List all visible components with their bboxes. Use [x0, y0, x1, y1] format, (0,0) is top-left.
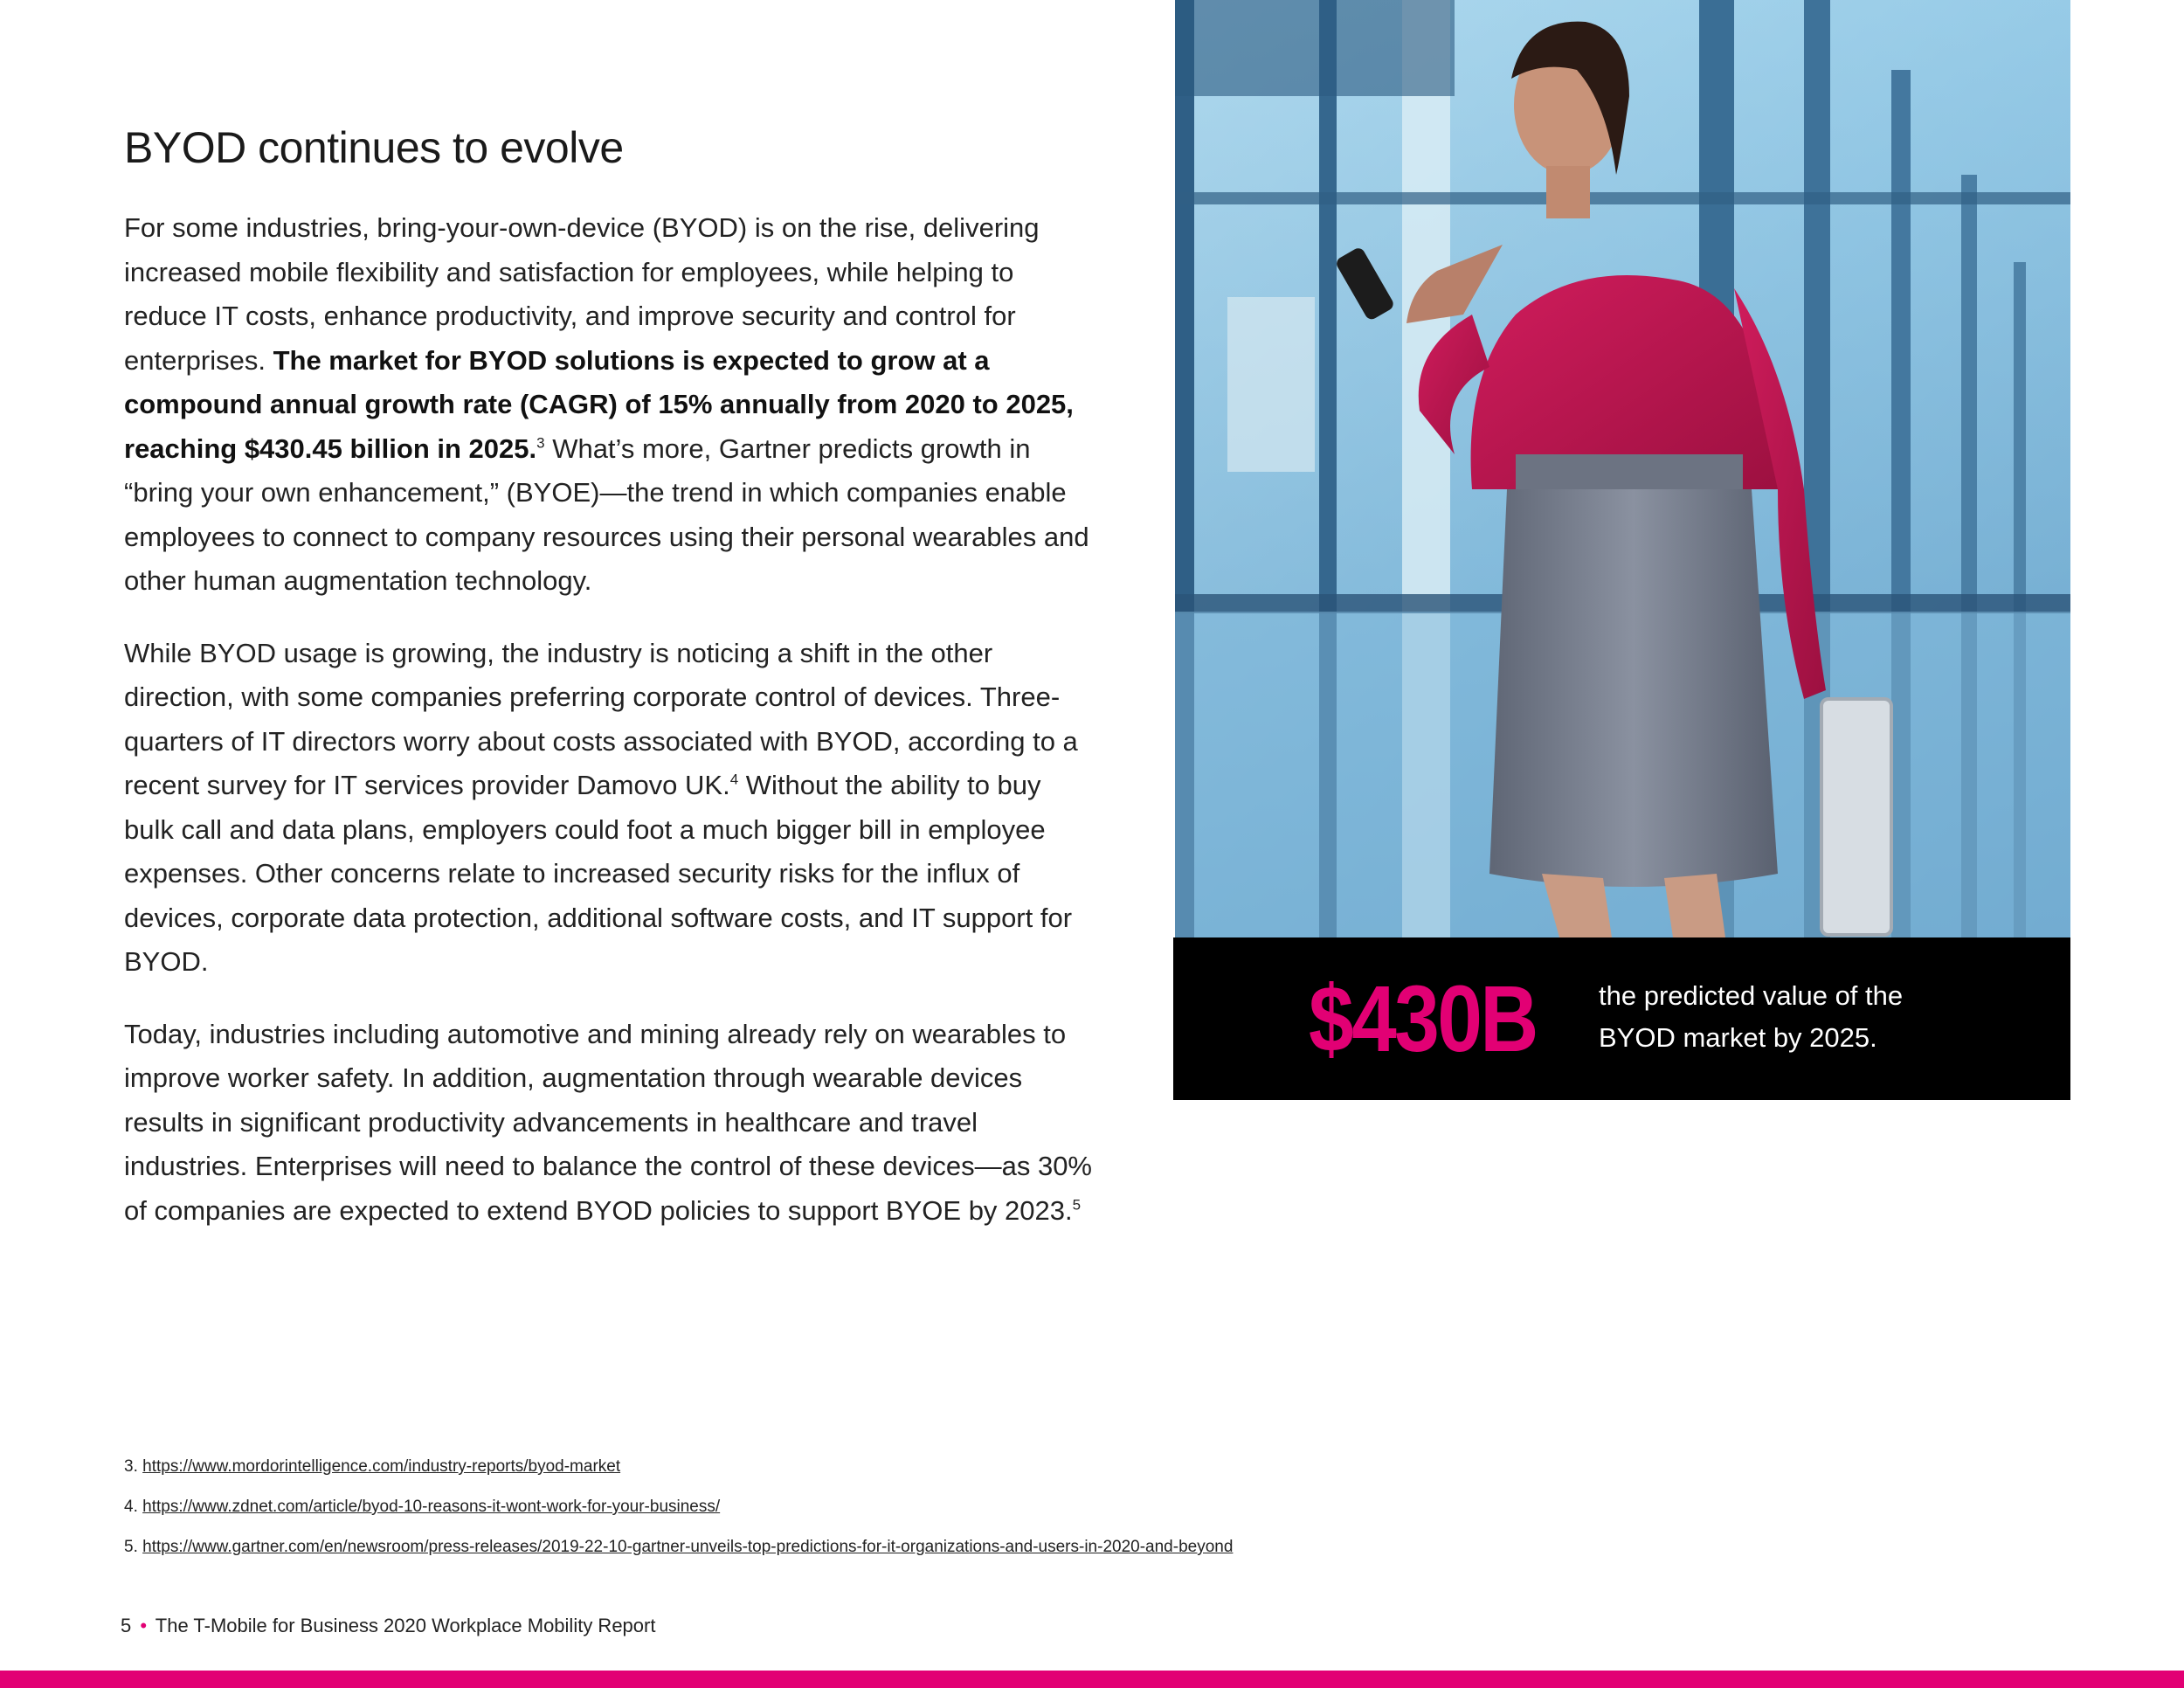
businesswoman-photo — [1175, 0, 2070, 937]
body-text — [124, 206, 1094, 1261]
stat-value: $430B — [1309, 965, 1537, 1071]
paragraph-1 — [124, 206, 1094, 604]
footnote-link[interactable]: https://www.gartner.com/en/newsroom/press-releases/2019-22-10-gartner-unveils-top-predictions-for-it-organizations-and-users-in-2020-and-beyond — [142, 1538, 1234, 1556]
footnote-number: 4. — [124, 1498, 138, 1516]
page-footer — [121, 1615, 655, 1637]
footnotes — [124, 1455, 1233, 1575]
paragraph-1-rest: What’s more, Gartner predicts growth in “bring your own enhancement,” (BYOE)—the trend in which companies enable employees to connect to company resources using their personal wearables and other human augmentation technology. — [124, 432, 1089, 596]
stat-callout — [1173, 937, 2070, 1100]
paragraph-3-text: Today, industries including automotive and mining already rely on wearables to improve worker safety. In addition, augmentation through wearable devices results in significant productivity advancements in healthcare and travel industries. Enterprises will need to balance the control of these devices—as 30% of companies are expected to extend BYOD policies to support BYOE by 2023. — [124, 1018, 1092, 1226]
brand-bar — [0, 1671, 2184, 1688]
paragraph-2 — [124, 632, 1094, 985]
paragraph-1-highlight: The market for BYOD solutions is expected to grow at a compound annual growth rate (CAGR) of 15% annually from 2020 to 2025, reaching $430.45 billion in 2025. — [124, 344, 1074, 464]
footer-separator: • — [140, 1615, 148, 1636]
footnote-link[interactable]: https://www.zdnet.com/article/byod-10-reasons-it-wont-work-for-your-business/ — [142, 1498, 721, 1516]
footnote-3 — [124, 1455, 1233, 1479]
footnote-ref-5: 5 — [1072, 1196, 1082, 1214]
footnote-number: 3. — [124, 1457, 138, 1476]
footnote-4 — [124, 1495, 1233, 1519]
paragraph-3 — [124, 1013, 1094, 1234]
page-heading: BYOD continues to evolve — [124, 123, 624, 172]
footnote-number: 5. — [124, 1538, 138, 1556]
paragraph-2-intro: While BYOD usage is growing, the industry is noticing a shift in the other direction, with some companies preferring corporate control of devices. Three-quarters of IT directors worry about costs associated with BYOD, according to a recent survey for IT services provider Damovo UK. — [124, 637, 1078, 800]
footnote-ref-3: 3 — [536, 434, 545, 452]
paragraph-2-rest: Without the ability to buy bulk call and data plans, employers could foot a much bigger bill in employee expenses. Other concerns relate to increased security risks for the influx of devices, corporate data protection, additional software costs, and IT support for BYOD. — [124, 770, 1073, 977]
footnote-link[interactable]: https://www.mordorintelligence.com/industry-reports/byod-market — [142, 1457, 621, 1476]
stat-description: the predicted value of the BYOD market by 2025. — [1599, 980, 1904, 1053]
report-title: The T-Mobile for Business 2020 Workplace Mobility Report — [155, 1615, 656, 1636]
page-number: 5 — [121, 1615, 132, 1636]
paragraph-1-intro: For some industries, bring-your-own-device (BYOD) is on the rise, delivering increased mobile flexibility and satisfaction for employees, while helping to reduce IT costs, enhance productivity, and improve security and control for enterprises. — [124, 212, 1040, 376]
footnote-5 — [124, 1535, 1233, 1560]
footnote-ref-4: 4 — [729, 771, 739, 788]
